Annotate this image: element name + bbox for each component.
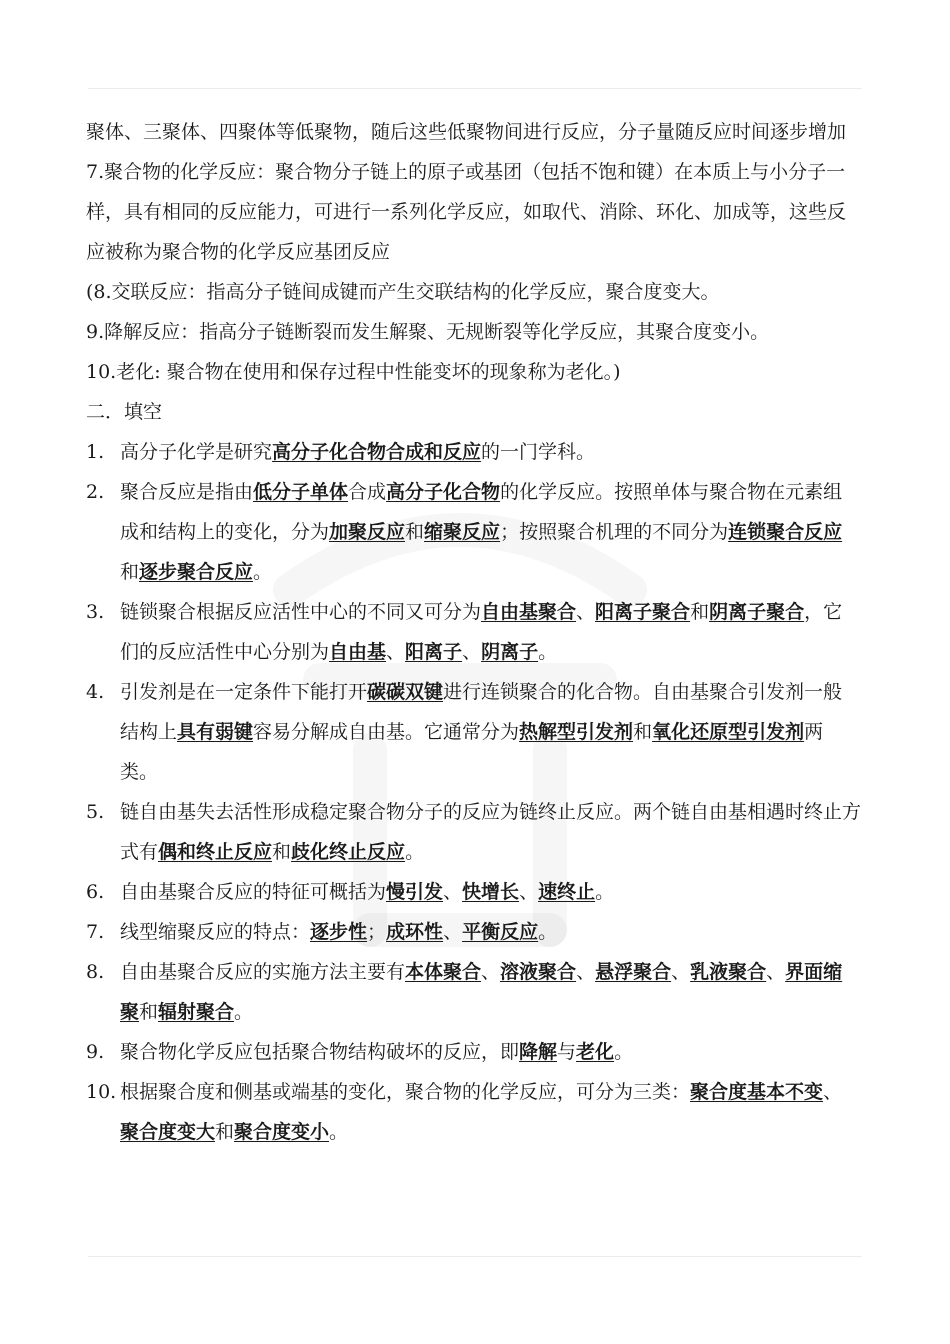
answer-text: 辐射聚合: [158, 1001, 235, 1023]
item-text: 和: [139, 1001, 159, 1023]
answer-text: 偶和终止反应: [158, 841, 273, 863]
answer-text: 碳碳双键: [367, 681, 444, 703]
item-text: 、: [576, 961, 596, 983]
item-text: 和: [405, 521, 425, 543]
item-number: 5.: [86, 801, 105, 823]
item-text: 根据聚合度和侧基或端基的变化，聚合物的化学反应，可分为三类：: [120, 1081, 691, 1103]
item-number: 2.: [86, 481, 105, 503]
item-number: 10.: [86, 1081, 117, 1103]
item-text: 的一门学科。: [481, 441, 596, 463]
answer-text: 界面缩聚: [120, 961, 843, 1023]
answer-text: 本体聚合: [405, 961, 482, 983]
item-text: 。: [614, 1041, 634, 1063]
answer-text: 快增长: [462, 881, 520, 903]
item-text: 。: [538, 641, 558, 663]
answer-text: 氧化还原型引发剂: [652, 721, 805, 743]
item-number: 9.: [86, 1041, 105, 1063]
answer-text: 歧化终止反应: [291, 841, 406, 863]
item-number: 6.: [86, 881, 105, 903]
fill-in-list: [86, 432, 861, 1152]
answer-text: 慢引发: [386, 881, 444, 903]
answer-text: 缩聚反应: [424, 521, 501, 543]
footer-rule: [88, 1256, 862, 1257]
item-text: 高分子化学是研究: [120, 441, 273, 463]
list-item: [86, 792, 861, 872]
header-rule: [88, 88, 862, 89]
item-text: 、: [671, 961, 691, 983]
item-text: 和: [120, 561, 140, 583]
item-text: 。: [595, 881, 615, 903]
item-text: 、: [766, 961, 786, 983]
answer-text: 阳离子: [405, 641, 463, 663]
item-text: 。: [253, 561, 273, 583]
item-text: 和: [272, 841, 292, 863]
item-text: ；按照聚合机理的不同分为: [500, 521, 729, 543]
item-text: 。: [538, 921, 558, 943]
answer-text: 自由基: [329, 641, 387, 663]
list-item: [86, 592, 861, 672]
answer-text: 低分子单体: [253, 481, 349, 503]
item-text: 、: [576, 601, 596, 623]
item-text: 引发剂是在一定条件下能打开: [120, 681, 368, 703]
item-text: 自由基聚合反应的实施方法主要有: [120, 961, 406, 983]
answer-text: 加聚反应: [329, 521, 406, 543]
list-item: [86, 1032, 861, 1072]
answer-text: 自由基聚合: [481, 601, 577, 623]
answer-text: 阴离子: [481, 641, 539, 663]
item-text: ，它们的反应活性中心分别为: [120, 601, 843, 663]
answer-text: 乳液聚合: [690, 961, 767, 983]
answer-text: 阳离子聚合: [595, 601, 691, 623]
item-text: 合成: [348, 481, 387, 503]
list-item: [86, 432, 861, 472]
answer-text: 阴离子聚合: [709, 601, 805, 623]
item-text: 链锁聚合根据反应活性中心的不同又可分为: [120, 601, 482, 623]
intro-paragraph: 10.老化: 聚合物在使用和保存过程中性能变坏的现象称为老化。): [86, 361, 621, 383]
item-text: 容易分解成自由基。它通常分为: [253, 721, 520, 743]
answer-text: 成环性: [386, 921, 444, 943]
answer-text: 高分子化合物合成和反应: [272, 441, 482, 463]
answer-text: 溶液聚合: [500, 961, 577, 983]
item-number: 8.: [86, 961, 105, 983]
item-text: 和: [690, 601, 710, 623]
list-item: [86, 952, 861, 1032]
item-text: 进行连锁聚合的化合物。自由基聚合引发剂一般结构上: [120, 681, 843, 743]
answer-text: 热解型引发剂: [519, 721, 634, 743]
item-text: 、: [443, 881, 463, 903]
answer-text: 连锁聚合反应: [728, 521, 843, 543]
answer-text: 速终止: [538, 881, 596, 903]
list-item: [86, 472, 861, 592]
item-text: 、: [386, 641, 406, 663]
item-number: 1.: [86, 441, 105, 463]
answer-text: 降解: [519, 1041, 558, 1063]
item-text: 链自由基失去活性形成稳定聚合物分子的反应为链终止反应。两个链自由基相遇时终止方式有: [120, 801, 862, 863]
item-text: 、: [481, 961, 501, 983]
answer-text: 平衡反应: [462, 921, 539, 943]
item-text: 和: [215, 1121, 235, 1143]
intro-paragraphs: [86, 112, 861, 392]
item-text: 聚合物化学反应包括聚合物结构破坏的反应，即: [120, 1041, 520, 1063]
intro-paragraph: (8.交联反应：指高分子链间成键而产生交联结构的化学反应，聚合度变大。: [86, 281, 720, 303]
item-number: 4.: [86, 681, 105, 703]
answer-text: 老化: [576, 1041, 615, 1063]
list-item: [86, 1072, 861, 1152]
item-text: 和: [633, 721, 653, 743]
intro-paragraph: 聚体、三聚体、四聚体等低聚物，随后这些低聚物间进行反应，分子量随反应时间逐步增加: [86, 121, 847, 143]
item-text: 、: [823, 1081, 843, 1103]
list-item: [86, 672, 861, 792]
answer-text: 聚合度变小: [234, 1121, 330, 1143]
item-text: 。: [405, 841, 425, 863]
item-text: 、: [462, 641, 482, 663]
item-text: 线型缩聚反应的特点：: [120, 921, 311, 943]
item-text: 自由基聚合反应的特征可概括为: [120, 881, 387, 903]
item-text: 聚合反应是指由: [120, 481, 254, 503]
list-item: [86, 872, 861, 912]
intro-paragraph: 7.聚合物的化学反应：聚合物分子链上的原子或基团（包括不饱和键）在本质上与小分子一样，具有相同的反应能力，可进行一系列化学反应，如取代、消除、环化、加成等，这些反应被称为聚合物的化学反应基团反应: [86, 161, 847, 263]
item-text: 。: [329, 1121, 349, 1143]
item-number: 3.: [86, 601, 105, 623]
item-text: 、: [443, 921, 463, 943]
item-text: 的化学反应。按照单体与聚合物在元素组成和结构上的变化，分为: [120, 481, 843, 543]
item-text: ；: [367, 921, 387, 943]
document-body: [86, 112, 861, 1152]
section-title: 二．填空: [86, 401, 163, 423]
answer-text: 逐步聚合反应: [139, 561, 254, 583]
answer-text: 逐步性: [310, 921, 368, 943]
answer-text: 聚合度基本不变: [690, 1081, 824, 1103]
answer-text: 悬浮聚合: [595, 961, 672, 983]
intro-paragraph: 9.降解反应：指高分子链断裂而发生解聚、无规断裂等化学反应，其聚合度变小。: [86, 321, 770, 343]
item-text: 。: [234, 1001, 254, 1023]
item-text: 与: [557, 1041, 577, 1063]
item-text: 、: [519, 881, 539, 903]
answer-text: 聚合度变大: [120, 1121, 216, 1143]
item-text: 两类。: [120, 721, 824, 783]
list-item: [86, 912, 861, 952]
answer-text: 高分子化合物: [386, 481, 501, 503]
answer-text: 具有弱键: [177, 721, 254, 743]
item-number: 7.: [86, 921, 105, 943]
